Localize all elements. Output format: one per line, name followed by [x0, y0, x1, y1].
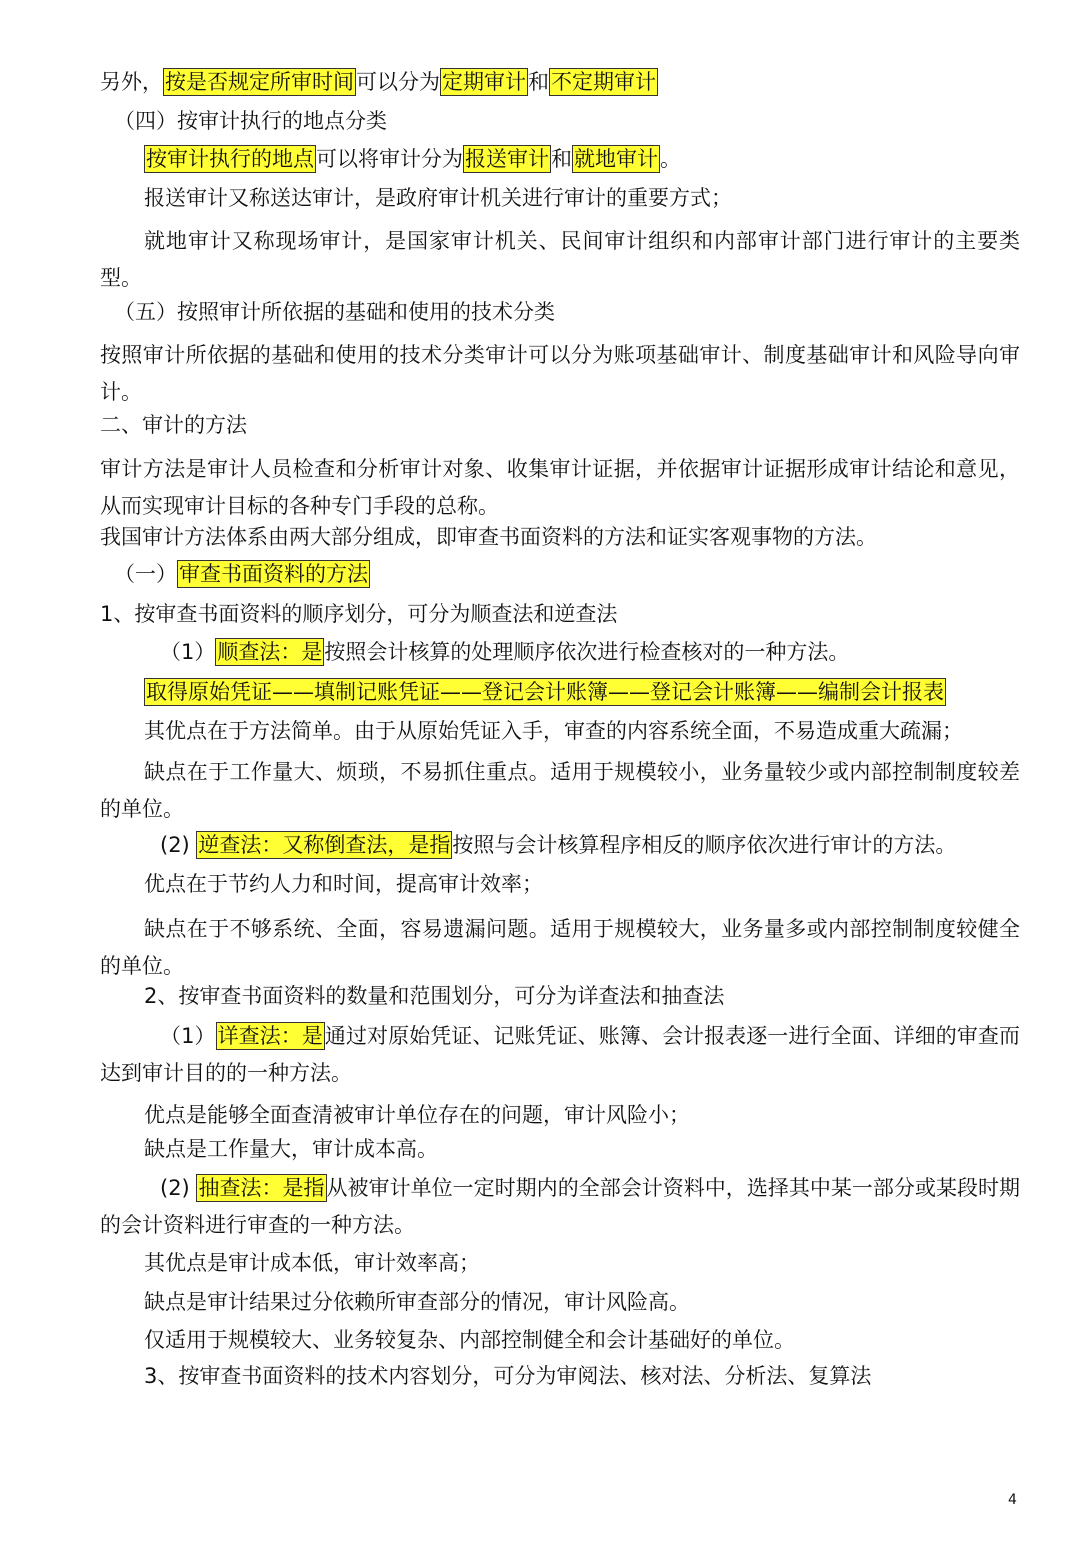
- process-flow: [144, 674, 1064, 711]
- text-segment: (2): [160, 1176, 197, 1200]
- text-line: [144, 713, 1064, 750]
- text-segment: 和: [551, 147, 572, 171]
- text-segment: 仅适用于规模较大、业务较复杂、内部控制健全和会计基础好的单位。: [144, 1328, 795, 1352]
- highlighted-term: 就地审计: [574, 147, 658, 171]
- chapter-heading: [100, 407, 1020, 444]
- text-line: [144, 866, 1064, 903]
- paragraph: [100, 337, 1020, 411]
- text-line: [144, 180, 1064, 217]
- text-segment: （四）按审计执行的地点分类: [114, 109, 387, 133]
- text-segment: 缺点在于不够系统、全面，容易遗漏问题。适用于规模较大，业务量多或内部控制制度较健全的单位。: [100, 917, 1020, 978]
- text-line: [144, 1322, 1064, 1359]
- text-segment: 优点在于节约人力和时间，提高审计效率；: [144, 872, 543, 896]
- highlighted-term: 取得原始凭证——填制记账凭证——登记会计账簿——登记会计账簿——编制会计报表: [146, 680, 944, 704]
- text-segment: 。: [660, 147, 681, 171]
- text-segment: 审计方法是审计人员检查和分析审计对象、收集审计证据，并依据审计证据形成审计结论和意见，从而实现审计目标的各种专门手段的总称。: [100, 457, 1020, 518]
- paragraph: [100, 1018, 1020, 1092]
- highlighted-term: 逆查法：又称倒查法，是指: [198, 833, 451, 857]
- highlighted-term: 报送审计: [465, 147, 549, 171]
- text-segment: 2、按审查书面资料的数量和范围划分，可分为详查法和抽查法: [144, 984, 725, 1008]
- section-heading: [114, 103, 1034, 140]
- text-segment: (2): [160, 833, 197, 857]
- highlighted-term: 抽查法：是指: [198, 1176, 325, 1200]
- text-segment: （五）按照审计所依据的基础和使用的技术分类: [114, 300, 555, 324]
- text-segment: 可以将审计分为: [316, 147, 463, 171]
- text-segment: 二、审计的方法: [100, 413, 247, 437]
- highlighted-term: 不定期审计: [551, 70, 656, 94]
- text-segment: 优点是能够全面查清被审计单位存在的问题，审计风险小；: [144, 1103, 690, 1127]
- text-line: [144, 1097, 1064, 1134]
- text-segment: 和: [528, 70, 549, 94]
- text-segment: 1、按审查书面资料的顺序划分，可分为顺查法和逆查法: [100, 602, 618, 626]
- paragraph: [100, 1170, 1020, 1244]
- text-segment: 从被审计单位一定时期内的全部会计资料中，选择其中某一部分或某段时期的会计资料进行审查的一种方法。: [100, 1176, 1021, 1237]
- text-line: [144, 1131, 1064, 1168]
- text-segment: （1）: [160, 640, 216, 664]
- text-segment: 按照审计所依据的基础和使用的技术分类审计可以分为账项基础审计、制度基础审计和风险导向审计。: [100, 343, 1020, 404]
- text-line: [144, 1245, 1064, 1282]
- text-segment: 3、按审查书面资料的技术内容划分，可分为审阅法、核对法、分析法、复算法: [144, 1364, 872, 1388]
- paragraph: [100, 223, 1020, 297]
- text-line: [100, 519, 1020, 556]
- text-segment: 按照与会计核算程序相反的顺序依次进行审计的方法。: [452, 833, 957, 857]
- highlighted-term: 审查书面资料的方法: [179, 562, 368, 586]
- text-segment: 其优点是审计成本低，审计效率高；: [144, 1251, 480, 1275]
- text-segment: 缺点在于工作量大、烦琐，不易抓住重点。适用于规模较小，业务量较少或内部控制制度较差的单位。: [100, 760, 1020, 821]
- text-line: [144, 1284, 1064, 1321]
- text-segment: （1）: [160, 1024, 216, 1048]
- text-segment: 就地审计又称现场审计，是国家审计机关、民间审计组织和内部审计部门进行审计的主要类型。: [100, 229, 1020, 290]
- text-line: [144, 141, 1064, 178]
- paragraph: [100, 754, 1020, 828]
- text-segment: 其优点在于方法简单。由于从原始凭证入手，审查的内容系统全面，不易造成重大疏漏；: [144, 719, 963, 743]
- text-segment: 另外，: [100, 70, 163, 94]
- text-segment: 按照会计核算的处理顺序依次进行检查核对的一种方法。: [324, 640, 850, 664]
- text-segment: 我国审计方法体系由两大部分组成，即审查书面资料的方法和证实客观事物的方法。: [100, 525, 877, 549]
- page-number: 4: [1008, 1492, 1017, 1508]
- subsection-heading: [100, 596, 1020, 633]
- text-segment: 可以分为: [356, 70, 440, 94]
- subsection-heading: [144, 1358, 1064, 1395]
- text-line: [100, 64, 1020, 101]
- subsection-heading: [144, 978, 1064, 1015]
- paragraph: [100, 451, 1020, 525]
- text-line: [160, 634, 1080, 671]
- text-segment: 缺点是工作量大，审计成本高。: [144, 1137, 438, 1161]
- highlighted-term: 详查法：是: [217, 1024, 323, 1048]
- paragraph: [100, 911, 1020, 985]
- highlighted-term: 定期审计: [442, 70, 526, 94]
- section-heading: [114, 294, 1034, 331]
- text-segment: 缺点是审计结果过分依赖所审查部分的情况，审计风险高。: [144, 1290, 690, 1314]
- highlighted-term: 按是否规定所审时间: [165, 70, 354, 94]
- text-segment: （一）: [114, 562, 177, 586]
- text-segment: 通过对原始凭证、记账凭证、账簿、会计报表逐一进行全面、详细的审查而达到审计目的的一种方法。: [100, 1024, 1020, 1085]
- section-heading: [114, 556, 1034, 593]
- text-line: [160, 827, 1080, 864]
- text-segment: 报送审计又称送达审计，是政府审计机关进行审计的重要方式；: [144, 186, 732, 210]
- highlighted-term: 顺查法：是: [217, 640, 323, 664]
- highlighted-term: 按审计执行的地点: [146, 147, 314, 171]
